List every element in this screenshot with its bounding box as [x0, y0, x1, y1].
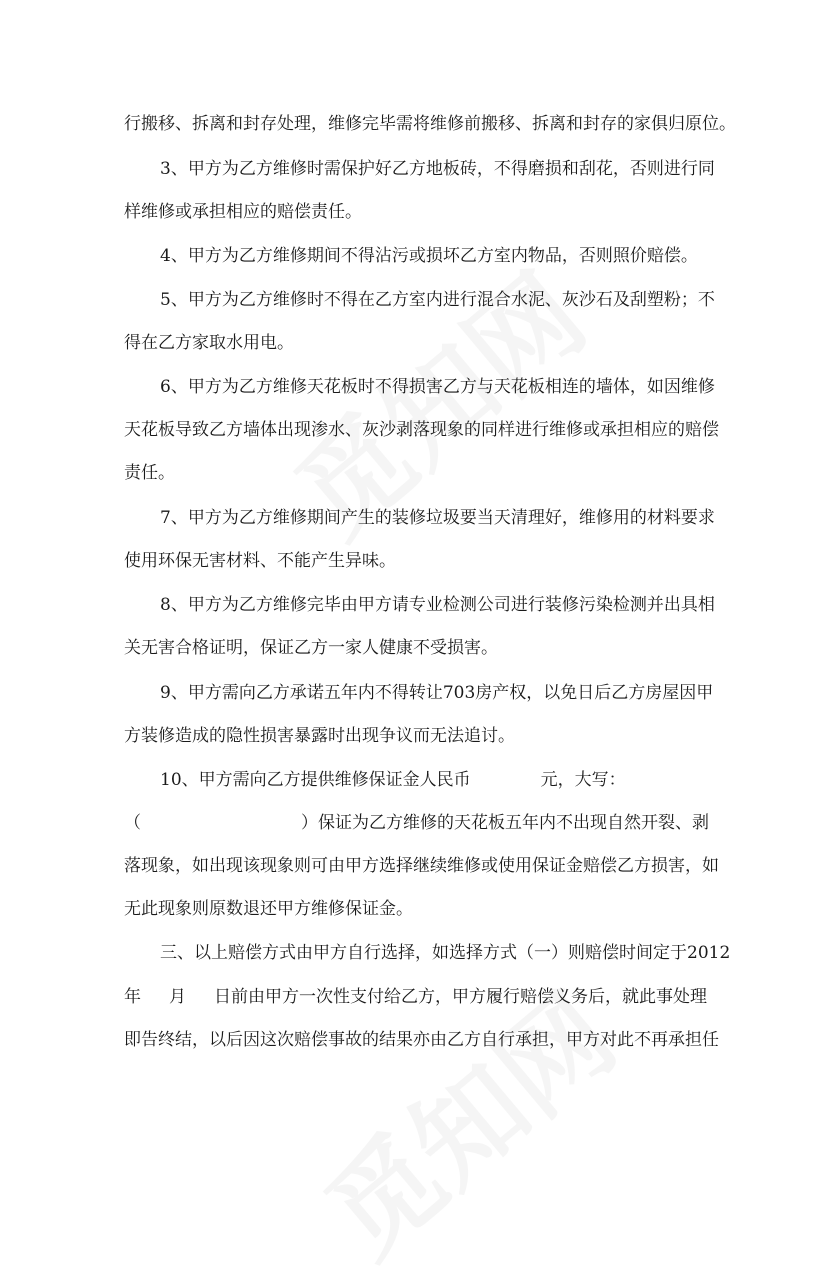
- clause-10-cont: [124, 811, 716, 835]
- clause-3-cont: 样维修或承担相应的赔偿责任。: [124, 202, 362, 222]
- clause-6-cont: 天花板导致乙方墙体出现渗水、灰沙剥落现象的同样进行维修或承担相应的赔偿: [124, 420, 719, 440]
- clause-10-text: 10、甲方需向乙方提供维修保证金人民币: [160, 770, 471, 790]
- section-3-text: 年: [124, 987, 141, 1007]
- clause-5-cont: 得在乙方家取水用电。: [124, 333, 294, 353]
- clause-10-cont: 无此现象则原数退还甲方维修保证金。: [124, 899, 413, 919]
- paragraph-line: 行搬移、拆离和封存处理，维修完毕需将维修前搬移、拆离和封存的家俱归原位。: [124, 114, 736, 134]
- clause-3: 3、甲方为乙方维修时需保护好乙方地板砖，不得磨损和刮花，否则进行同: [160, 159, 715, 179]
- clause-10-cont: 落现象，如出现该现象则可由甲方选择继续维修或使用保证金赔偿乙方损害，如: [124, 856, 719, 876]
- clause-10-text: ）保证为乙方维修的天花板五年内不出现自然开裂、剥: [301, 813, 709, 833]
- clause-5: 5、甲方为乙方维修时不得在乙方室内进行混合水泥、灰沙石及刮塑粉；不: [160, 290, 715, 310]
- section-3-text: 日前由甲方一次性支付给乙方，甲方履行赔偿义务后，就此事处理: [214, 987, 707, 1007]
- clause-8-cont: 关无害合格证明，保证乙方一家人健康不受损害。: [124, 638, 498, 658]
- clause-10-text: 元，大写：: [540, 770, 626, 790]
- clause-10: [160, 768, 716, 792]
- section-3: 三、以上赔偿方式由甲方自行选择，如选择方式（一）则赔偿时间定于2012: [160, 943, 731, 963]
- clause-6: 6、甲方为乙方维修天花板时不得损害乙方与天花板相连的墙体，如因维修: [160, 377, 715, 397]
- clause-8: 8、甲方为乙方维修完毕由甲方请专业检测公司进行装修污染检测并出具相: [160, 595, 715, 615]
- clause-7-cont: 使用环保无害材料、不能产生异味。: [124, 551, 396, 571]
- clause-6-cont: 责任。: [124, 463, 175, 483]
- clause-7: 7、甲方为乙方维修期间产生的装修垃圾要当天清理好，维修用的材料要求: [160, 508, 715, 528]
- section-3-cont: 即告终结，以后因这次赔偿事故的结果亦由乙方自行承担，甲方对此不再承担任: [124, 1030, 719, 1050]
- clause-10-text: （: [124, 813, 141, 833]
- clause-4: 4、甲方为乙方维修期间不得沾污或损坏乙方室内物品，否则照价赔偿。: [160, 246, 698, 266]
- section-3-cont: [124, 985, 716, 1009]
- clause-9-cont: 方装修造成的隐性损害暴露时出现争议而无法追讨。: [124, 726, 515, 746]
- section-3-text: 月: [169, 987, 186, 1007]
- clause-9: 9、甲方需向乙方承诺五年内不得转让703房产权，以免日后乙方房屋因甲: [160, 683, 714, 703]
